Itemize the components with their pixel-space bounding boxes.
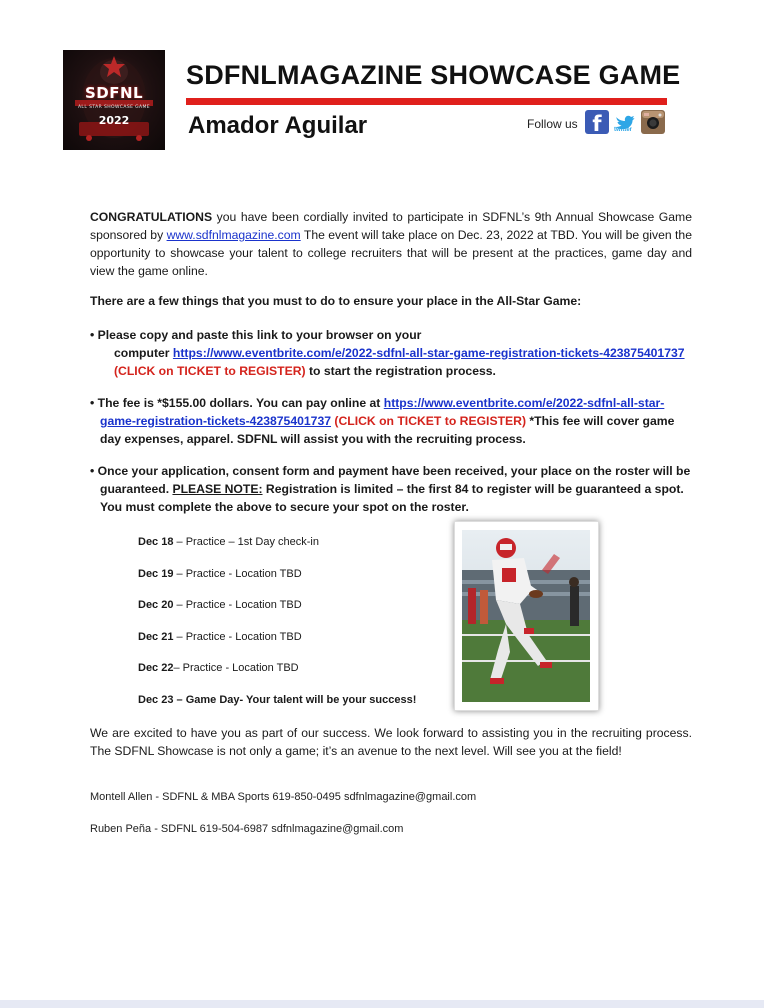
instagram-icon[interactable] bbox=[641, 110, 665, 134]
schedule-date: Dec 21 bbox=[138, 631, 174, 643]
sponsor-link[interactable]: www.sdfnlmagazine.com bbox=[166, 228, 301, 242]
schedule-date: Dec 23 – Game Day- Your talent will be your success! bbox=[138, 694, 417, 706]
title-divider bbox=[186, 98, 667, 105]
bullet1-pre: computer bbox=[114, 346, 173, 360]
logo-brand-text: SDFNL bbox=[84, 84, 144, 102]
contact-ruben: Ruben Peña - SDFNL 619-504-6987 sdfnlmagazine@gmail.com bbox=[90, 823, 404, 835]
please-note-label: PLEASE NOTE: bbox=[172, 482, 263, 496]
facebook-icon[interactable]: f bbox=[585, 110, 609, 134]
bullet2-post: *This fee will cover game day expenses, apparel. SDFNL will assist you with the recruiting process. bbox=[100, 414, 675, 446]
sdfnl-logo bbox=[63, 50, 165, 150]
football-player-image bbox=[462, 530, 590, 702]
schedule-desc: – Practice - Location TBD bbox=[173, 631, 302, 643]
invitee-name: Amador Aguilar bbox=[188, 112, 368, 139]
bullet1-line1: Please copy and paste this link to your browser on your bbox=[97, 328, 422, 342]
logo-subtitle: ALL STAR SHOWCASE GAME bbox=[77, 105, 151, 110]
schedule-item-game-day bbox=[138, 694, 416, 706]
registration-link[interactable]: https://www.eventbrite.com/e/2022-sdfnl-all-star-game-registration-tickets-423875401737 bbox=[172, 346, 685, 360]
closing-paragraph: We are excited to have you as part of our success. We look forward to assisting you in the recruiting process. The SDFNL Showcase is not only a game; it’s an avenue to the next level. Will see you at the field! bbox=[90, 726, 692, 758]
things-heading: There are a few things that you must to do to ensure your place in the All-Star Game: bbox=[90, 294, 582, 308]
page-bottom-edge bbox=[0, 1000, 764, 1008]
schedule-date: Dec 18 bbox=[138, 536, 174, 548]
schedule-desc: – Practice - Location TBD bbox=[173, 568, 302, 580]
schedule-item bbox=[138, 662, 299, 674]
twitter-icon[interactable] bbox=[613, 110, 637, 134]
schedule-date: Dec 22 bbox=[138, 662, 174, 674]
intro-text-2: The event will take place on Dec. 23, 2022 at TBD. You will be given the opportunity to showcase your talent to college recruiters that will be present at the practices, game day and view the game online. bbox=[90, 228, 692, 278]
bullet3-post: Registration is limited – the first 84 to register will be guaranteed a spot. You must complete the above to secure your spot on the roster. bbox=[100, 482, 684, 514]
congratulations-lead: CONGRATULATIONS bbox=[90, 210, 213, 224]
schedule-item bbox=[138, 599, 302, 611]
twitter-word: twitter bbox=[614, 127, 632, 133]
bullet1-post: to start the registration process. bbox=[305, 364, 496, 378]
bullet-glyph: • bbox=[90, 328, 95, 342]
page-title: SDFNLMAGAZINE SHOWCASE GAME bbox=[186, 60, 681, 90]
payment-link[interactable]: https://www.eventbrite.com/e/2022-sdfnl-all-star-game-registration-tickets-423875401737 bbox=[100, 396, 665, 428]
logo-year: 2022 bbox=[98, 114, 130, 127]
bullet-glyph: • bbox=[90, 464, 95, 478]
schedule-desc: – Practice – 1st Day check-in bbox=[173, 536, 319, 548]
click-ticket-note: (CLICK on TICKET to REGISTER) bbox=[114, 364, 306, 378]
player-photo bbox=[454, 521, 599, 711]
bullet-registration-link bbox=[90, 326, 692, 380]
bullet-glyph: • bbox=[90, 396, 95, 410]
schedule-date: Dec 19 bbox=[138, 568, 174, 580]
intro-paragraph bbox=[90, 208, 692, 280]
click-ticket-note-2: (CLICK on TICKET to REGISTER) bbox=[334, 414, 527, 428]
bullet3-pre: Once your application, consent form and payment have been received, your place on the roster will be guaranteed. bbox=[97, 464, 691, 496]
schedule-item bbox=[138, 536, 319, 548]
follow-us-label: Follow us bbox=[527, 117, 578, 131]
schedule-desc: – Practice - Location TBD bbox=[173, 599, 302, 611]
schedule-date: Dec 20 bbox=[138, 599, 174, 611]
contact-montell: Montell Allen - SDFNL & MBA Sports 619-850-0495 sdfnlmagazine@gmail.com bbox=[90, 791, 477, 803]
bullet2-pre: The fee is *$155.00 dollars. You can pay online at bbox=[97, 396, 384, 410]
schedule-desc: – Practice - Location TBD bbox=[173, 662, 299, 674]
schedule-item bbox=[138, 631, 302, 643]
bullet-roster bbox=[90, 462, 692, 516]
schedule-item bbox=[138, 568, 302, 580]
bullet-fee bbox=[90, 394, 692, 448]
intro-text-1: you have been cordially invited to participate in SDFNL’s 9th Annual Showcase Game sponsored by bbox=[90, 210, 692, 242]
